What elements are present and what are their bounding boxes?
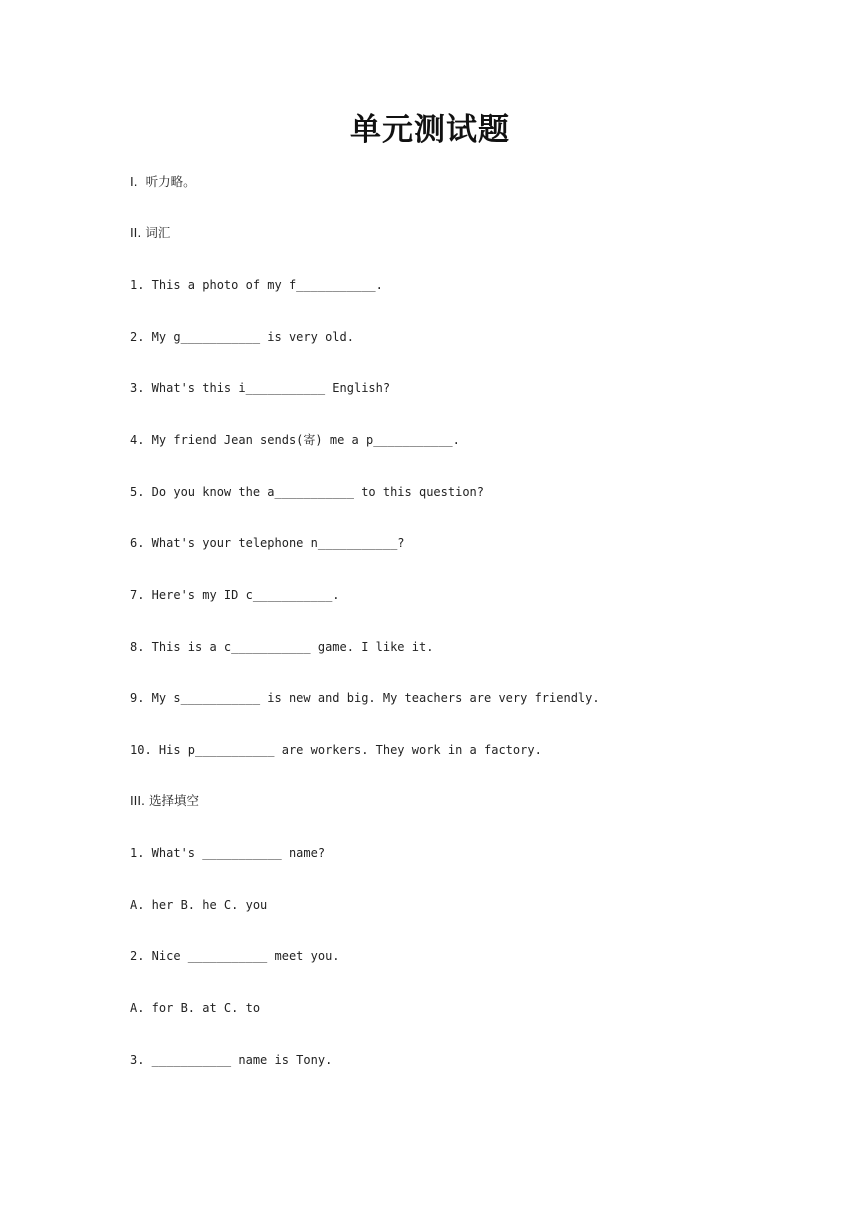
section-heading-listening: I. 听力略。: [130, 174, 196, 189]
vocab-question-8: 8. This is a c___________ game. I like it.: [130, 640, 434, 654]
choice-question-1: 1. What's ___________ name?: [130, 846, 326, 860]
vocab-question-4: 4. My friend Jean sends(寄) me a p___________.: [130, 433, 460, 447]
section-heading-multiple-choice: III. 选择填空: [130, 793, 200, 808]
vocab-question-9: 9. My s___________ is new and big. My teachers are very friendly.: [130, 691, 600, 705]
choice-options-2: A. for B. at C. to: [130, 1001, 261, 1015]
choice-question-3: 3. ___________ name is Tony.: [130, 1053, 333, 1067]
choice-question-2: 2. Nice ___________ meet you.: [130, 949, 340, 963]
vocab-question-2: 2. My g___________ is very old.: [130, 330, 354, 344]
choice-options-1: A. her B. he C. you: [130, 898, 268, 912]
section-heading-vocabulary: II. 词汇: [130, 225, 171, 240]
vocab-question-5: 5. Do you know the a___________ to this question?: [130, 485, 485, 499]
page-title: 单元测试题: [350, 112, 510, 148]
vocab-question-3: 3. What's this i___________ English?: [130, 381, 391, 395]
vocab-question-1: 1. This a photo of my f___________.: [130, 278, 383, 292]
vocab-question-7: 7. Here's my ID c___________.: [130, 588, 340, 602]
vocab-question-10: 10. His p___________ are workers. They work in a factory.: [130, 743, 542, 757]
vocab-question-6: 6. What's your telephone n___________?: [130, 536, 405, 550]
